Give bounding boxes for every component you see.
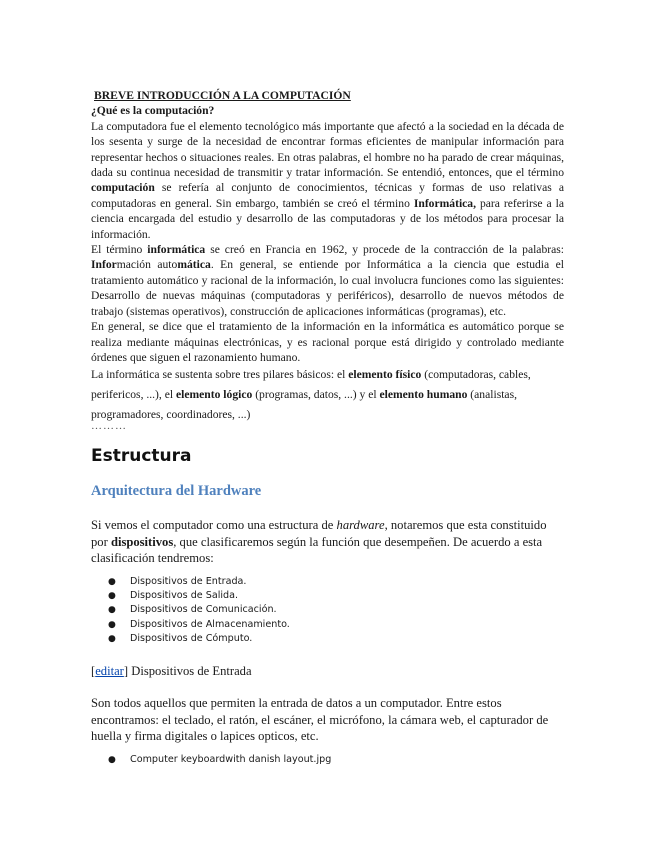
edit-link[interactable]: editar <box>95 664 124 678</box>
intro-section <box>91 88 564 425</box>
list-item: ● Dispositivos de Salida. <box>108 589 290 603</box>
question-heading: ¿Qué es la computación? <box>91 104 215 118</box>
intro-paragraph-3: En general, se dice que el tratamiento de la información en la informática es automático porque se realiza mediante máquinas electrónicas, y es racional porque está dirigido y controlado mediante órdenes que siguen el razonamiento humano. <box>91 320 564 364</box>
bullet-icon: ● <box>108 591 116 602</box>
device-list <box>108 575 290 646</box>
heading-arquitectura: Arquitectura del Hardware <box>91 483 262 499</box>
ellipsis: ……… <box>91 420 127 432</box>
list-item: ● Dispositivos de Comunicación. <box>108 603 290 617</box>
file-list <box>108 753 331 767</box>
heading-estructura: Estructura <box>91 446 192 466</box>
list-item: ● Dispositivos de Entrada. <box>108 575 290 589</box>
page-title: BREVE INTRODUCCIÓN A LA COMPUTACIÓN <box>94 89 351 102</box>
intro-paragraph-4: La informática se sustenta sobre tres pilares básicos: el elemento físico (computadoras, cables, perifericos, ...), el elemento lógico (programas, datos, ...) y el elemento humano (analistas, programadores, coordinadores, ...) <box>91 368 531 422</box>
list-item: ● Dispositivos de Almacenamiento. <box>108 618 290 632</box>
input-devices-paragraph: Son todos aquellos que permiten la entrada de datos a un computador. Entre estos encontramos: el teclado, el ratón, el escáner, el micrófono, la cámara web, el capturador de huella y firma digitales o lapices opticos, etc. <box>91 696 549 743</box>
architecture-paragraph: Si vemos el computador como una estructura de hardware, notaremos que esta constituido por dispositivos, que clasificaremos según la función que desempeñen. De acuerdo a esta clasificación tendremos: <box>91 518 547 565</box>
bullet-icon: ● <box>108 577 116 587</box>
list-item: ● Dispositivos de Cómputo. <box>108 632 290 646</box>
bullet-icon: ● <box>108 619 116 630</box>
bullet-icon: ● <box>108 755 116 765</box>
input-devices-heading: [editar] Dispositivos de Entrada <box>91 664 252 678</box>
intro-paragraph-2: El término informática se creó en Francia en 1962, y procede de la contracción de la palabras: Información automática. En general, se entiende por Informática a la ciencia que estudia el tratamiento automático y racional de la información, lo cual involucra funciones como las siguientes: Desarrollo de nuevas máquinas (computadoras y periféricos), desarrollo de nuevos métodos de trabajo (sistemas operativos), construcción de aplicaciones informáticas (programas), etc. <box>91 243 565 318</box>
intro-paragraph-1: La computadora fue el elemento tecnológico más importante que afectó a la sociedad en la década de los sesenta y surge de la necesidad de encontrar formas eficientes de manipular información para representar hechos o situaciones reales. En otras palabras, el hombre no ha parado de crear máquinas, dada su continua necesidad de transmitir y tratar información. Se entendió, entonces, que el término computación se refería al conjunto de conocimientos, técnicas y formas de uso relativas a computadoras en general. Sin embargo, también se creó el término Informática, para referirse a la ciencia encargada del estudio y desarrollo de las computadoras y de los métodos para procesar la información. <box>91 119 564 241</box>
list-item: ● Computer keyboardwith danish layout.jpg <box>108 753 331 767</box>
bullet-icon: ● <box>108 605 116 616</box>
bullet-icon: ● <box>108 633 116 644</box>
